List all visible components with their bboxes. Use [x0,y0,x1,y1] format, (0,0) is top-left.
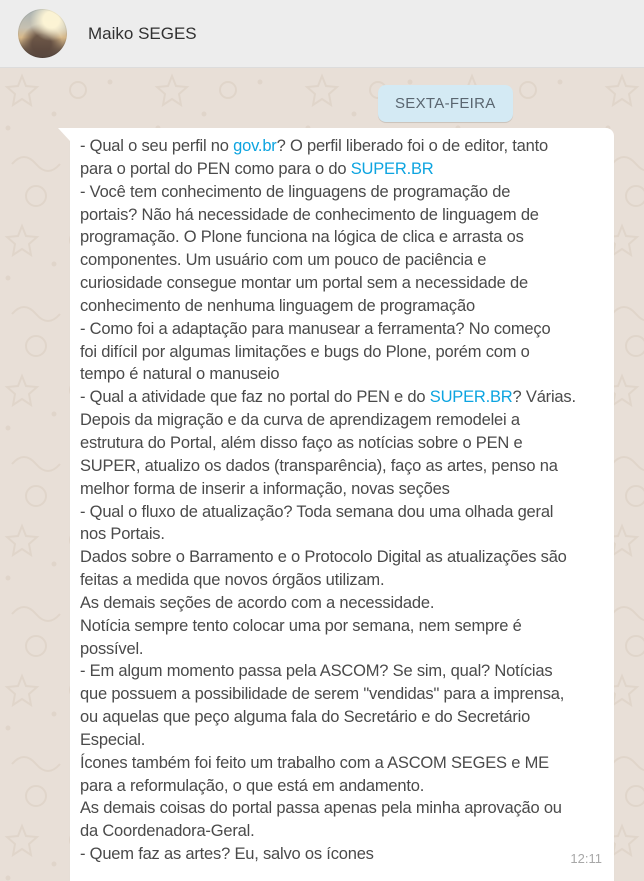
message-text-segment: nos Portais. [80,525,165,544]
message-line [80,706,604,729]
message-line [80,683,604,706]
message-line [80,455,604,478]
message-line [80,204,604,227]
message-line [80,249,604,272]
date-badge: SEXTA-FEIRA [378,85,513,122]
message-text-segment: feitas a medida que novos órgãos utilizam. [80,571,385,590]
message-line [80,797,604,820]
message-line [80,135,604,158]
message-line [80,226,604,249]
message-text-segment: foi difícil por algumas limitações e bugs do Plone, porém com o [80,342,530,361]
message-text-segment: Dados sobre o Barramento e o Protocolo Digital as atualizações são [80,548,567,567]
message-text-segment: conhecimento de nenhuma linguagem de programação [80,296,475,315]
message-text-segment: que possuem a possibilidade de serem "vendidas" para a imprensa, [80,685,565,704]
message-line [80,546,604,569]
message-text-segment: ? Várias. [512,388,576,407]
message-line [80,523,604,546]
message-line [80,363,604,386]
message-text-segment: ou aquelas que peço alguma fala do Secretário e do Secretário [80,708,531,727]
message-text-segment: possível. [80,639,144,658]
message-line [80,295,604,318]
message-line [80,478,604,501]
message-line [80,409,604,432]
message-link[interactable]: SUPER.BR [350,159,434,178]
chat-header[interactable] [0,0,644,68]
message-text-segment: - Em algum momento passa pela ASCOM? Se sim, qual? Notícias [80,662,553,681]
message-text-segment: Notícia sempre tento colocar uma por semana, nem sempre é [80,616,522,635]
message-link[interactable]: SUPER.BR [429,388,513,407]
message-timestamp: 12:11 [570,851,602,866]
message-text-segment: Ícones também foi feito um trabalho com a ASCOM SEGES e ME [80,753,549,772]
message-link[interactable]: gov.br [233,137,277,155]
message-text-segment: Depois da migração e da curva de aprendizagem remodelei a [80,411,520,430]
message-text-segment: As demais seções de acordo com a necessidade. [80,593,435,612]
message-line [80,752,604,775]
message-line [80,432,604,455]
message-line [80,569,604,592]
message-line [80,615,604,638]
message-text-segment: SUPER, atualizo os dados (transparência), faço as artes, penso na [80,456,558,475]
message-text-segment: - Quem faz as artes? Eu, salvo os ícones [80,845,374,864]
message-line [80,386,604,409]
message-text-segment: - Como foi a adaptação para manusear a ferramenta? No começo [80,319,551,338]
message-text-segment: para o portal do PEN como para o do [80,159,351,178]
message-line [80,843,604,866]
message-text-segment: componentes. Um usuário com um pouco de paciência e [80,251,487,270]
message-line [80,272,604,295]
message-text-segment: estrutura do Portal, além disso faço as notícias sobre o PEN e [80,433,523,452]
message-text-segment: - Qual o seu perfil no [80,137,234,155]
message-line [80,820,604,843]
message-line [80,501,604,524]
contact-name: Maiko SEGES [88,23,197,43]
message-text [70,128,614,866]
message-text-segment: - Você tem conhecimento de linguagens de programação de [80,182,511,201]
message-text-segment: - Qual a atividade que faz no portal do PEN e do [80,388,430,407]
message-text-segment: tempo é natural o manuseio [80,365,280,384]
message-line [80,729,604,752]
message-text-segment: da Coordenadora-Geral. [80,822,255,841]
message-text-segment: - Qual o fluxo de atualização? Toda semana dou uma olhada geral [80,502,554,521]
message-text-segment: curiosidade consegue montar um portal sem a necessidade de [80,274,528,293]
message-text-segment: portais? Não há necessidade de conhecimento de linguagem de [80,205,539,224]
message-line [80,660,604,683]
message-line [80,775,604,798]
message-line [80,158,604,181]
message-line [80,592,604,615]
message-line [80,341,604,364]
message-text-segment: ? O perfil liberado foi o de editor, tanto [276,137,548,155]
message-text-segment: para a reformulação, o que está em andamento. [80,776,425,795]
message-bubble[interactable] [70,128,614,881]
message-text-segment: As demais coisas do portal passa apenas pela minha aprovação ou [80,799,562,818]
contact-avatar[interactable] [18,9,67,58]
message-text-segment: programação. O Plone funciona na lógica de clica e arrasta os [80,228,524,247]
bubble-tail-icon [58,128,70,141]
chat-area [0,68,644,881]
message-line [80,318,604,341]
message-line [80,638,604,661]
message-line [80,181,604,204]
message-text-segment: melhor forma de inserir a informação, novas seções [80,479,450,498]
message-text-segment: Especial. [80,730,146,749]
